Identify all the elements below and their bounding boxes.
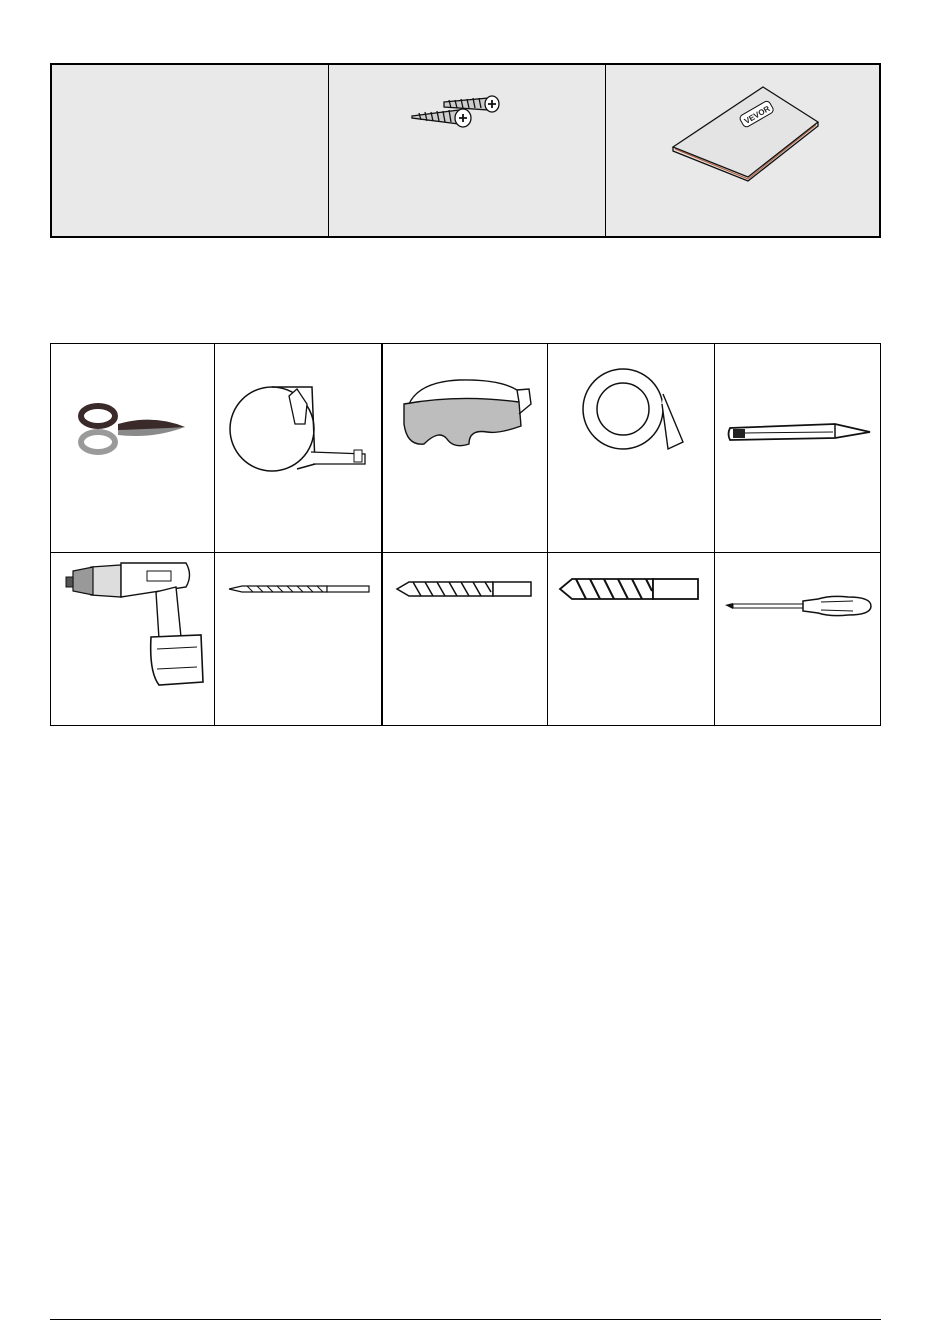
pencil-icon [725,416,875,456]
tool-cell-pencil [714,344,880,552]
footer-rule [50,1319,881,1320]
safety-glasses-icon [399,374,539,464]
manual-logo-text: VEVOR [742,104,772,126]
parts-cell-manual [605,65,879,236]
drill-bit-small-icon [227,579,372,599]
tool-cell-cordless-drill [51,552,214,725]
parts-cell-screws [328,65,605,236]
tape-measure-icon [227,384,367,484]
tool-cell-screwdriver [714,552,880,725]
tool-cell-drill-bit-medium [381,552,547,725]
tool-cell-drill-bit-small [214,552,381,725]
drill-bit-large-icon [558,575,703,603]
screwdriver-icon [723,591,873,621]
tool-cell-tape-roll [547,344,714,552]
drill-bit-medium-icon [395,577,535,601]
tool-cell-safety-glasses [381,344,547,552]
cordless-drill-icon [61,557,206,692]
tool-cell-tape-measure [214,344,381,552]
manual-booklet-icon [668,77,828,187]
scissors-icon [73,399,193,469]
parts-table [50,63,881,238]
tool-cell-scissors [51,344,214,552]
tool-cell-drill-bit-large [547,552,714,725]
screws-icon [409,90,509,140]
parts-cell-empty [52,65,328,236]
tools-table [50,343,881,726]
tape-roll-icon [578,364,698,464]
